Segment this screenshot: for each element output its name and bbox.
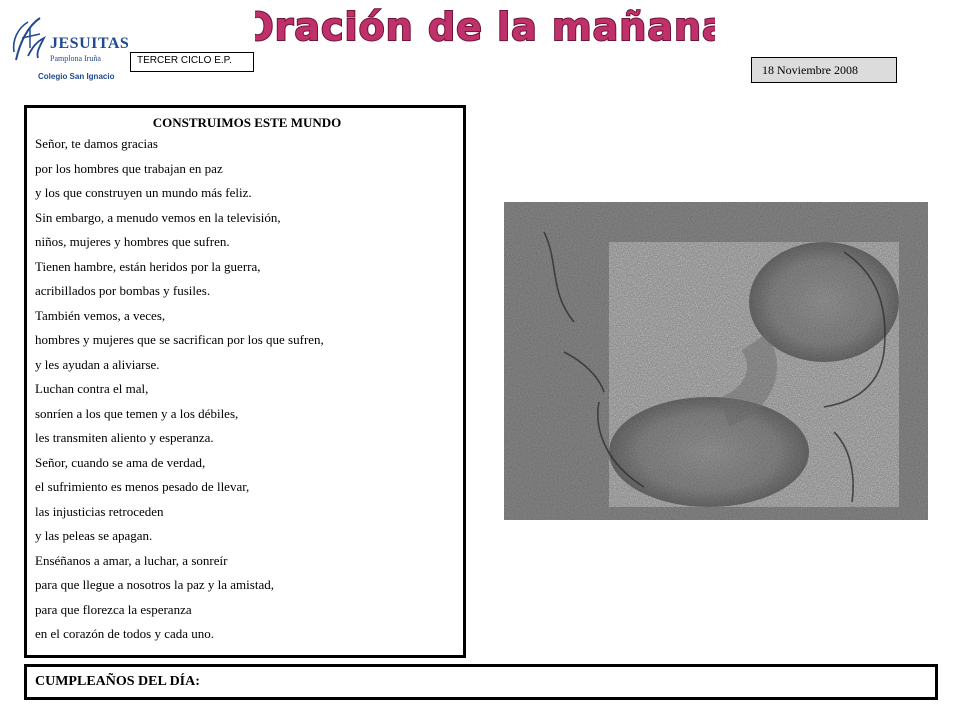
birthdays-label: CUMPLEAÑOS DEL DÍA:	[35, 674, 200, 689]
prayer-line: acribillados por bombas y fusiles.	[35, 283, 211, 298]
prayer-line: y las peleas se apagan.	[35, 528, 153, 543]
prayer-line: por los hombres que trabajan en paz	[35, 160, 223, 176]
prayer-lines	[35, 135, 463, 650]
prayer-line: También vemos, a veces,	[35, 307, 166, 323]
prayer-line: Señor, te damos gracias	[35, 136, 158, 151]
prayer-line: Enséñanos a amar, a luchar, a sonreír	[35, 552, 228, 568]
prayer-line: niños, mujeres y hombres que sufren.	[35, 234, 230, 249]
logo-text	[50, 35, 129, 63]
prayer-line: hombres y mujeres que se sacrifican por los que sufren,	[35, 332, 324, 347]
prayer-line: Sin embargo, a menudo vemos en la televisión,	[35, 209, 281, 225]
prayer-box	[24, 105, 466, 658]
birthdays-box	[24, 664, 938, 700]
prayer-line: sonríen a los que temen y a los débiles,	[35, 405, 239, 421]
logo-title: JESUITAS	[50, 35, 130, 52]
prayer-line: les transmiten aliento y esperanza.	[35, 430, 214, 445]
logo-school: Colegio San Ignacio	[38, 72, 115, 81]
prayer-line: y los que construyen un mundo más feliz.	[35, 185, 252, 200]
prayer-line: y les ayudan a aliviarse.	[35, 356, 160, 372]
prayer-line: el sufrimiento es menos pesado de llevar,	[35, 479, 250, 494]
prayer-line: Tienen hambre, están heridos por la guerra,	[35, 258, 261, 274]
logo-subtitle: Pamplona Iruña	[50, 54, 101, 63]
school-logo	[10, 12, 138, 88]
prayer-line: Luchan contra el mal,	[35, 381, 149, 396]
prayer-line: en el corazón de todos y cada uno.	[35, 626, 215, 641]
prayer-line: para que llegue a nosotros la paz y la amistad,	[35, 577, 274, 592]
prayer-line: Señor, cuando se ama de verdad,	[35, 454, 206, 470]
prayer-line: para que florezca la esperanza	[35, 601, 192, 617]
date-label: 18 Noviembre 2008	[751, 57, 897, 83]
page-title-text: Oración de la mañana	[255, 5, 715, 49]
footprint-photo	[504, 202, 928, 520]
page-title	[255, 0, 715, 50]
prayer-line: las injusticias retroceden	[35, 503, 164, 519]
level-label: TERCER CICLO E.P.	[130, 52, 254, 72]
prayer-title: CONSTRUIMOS ESTE MUNDO	[152, 115, 342, 130]
